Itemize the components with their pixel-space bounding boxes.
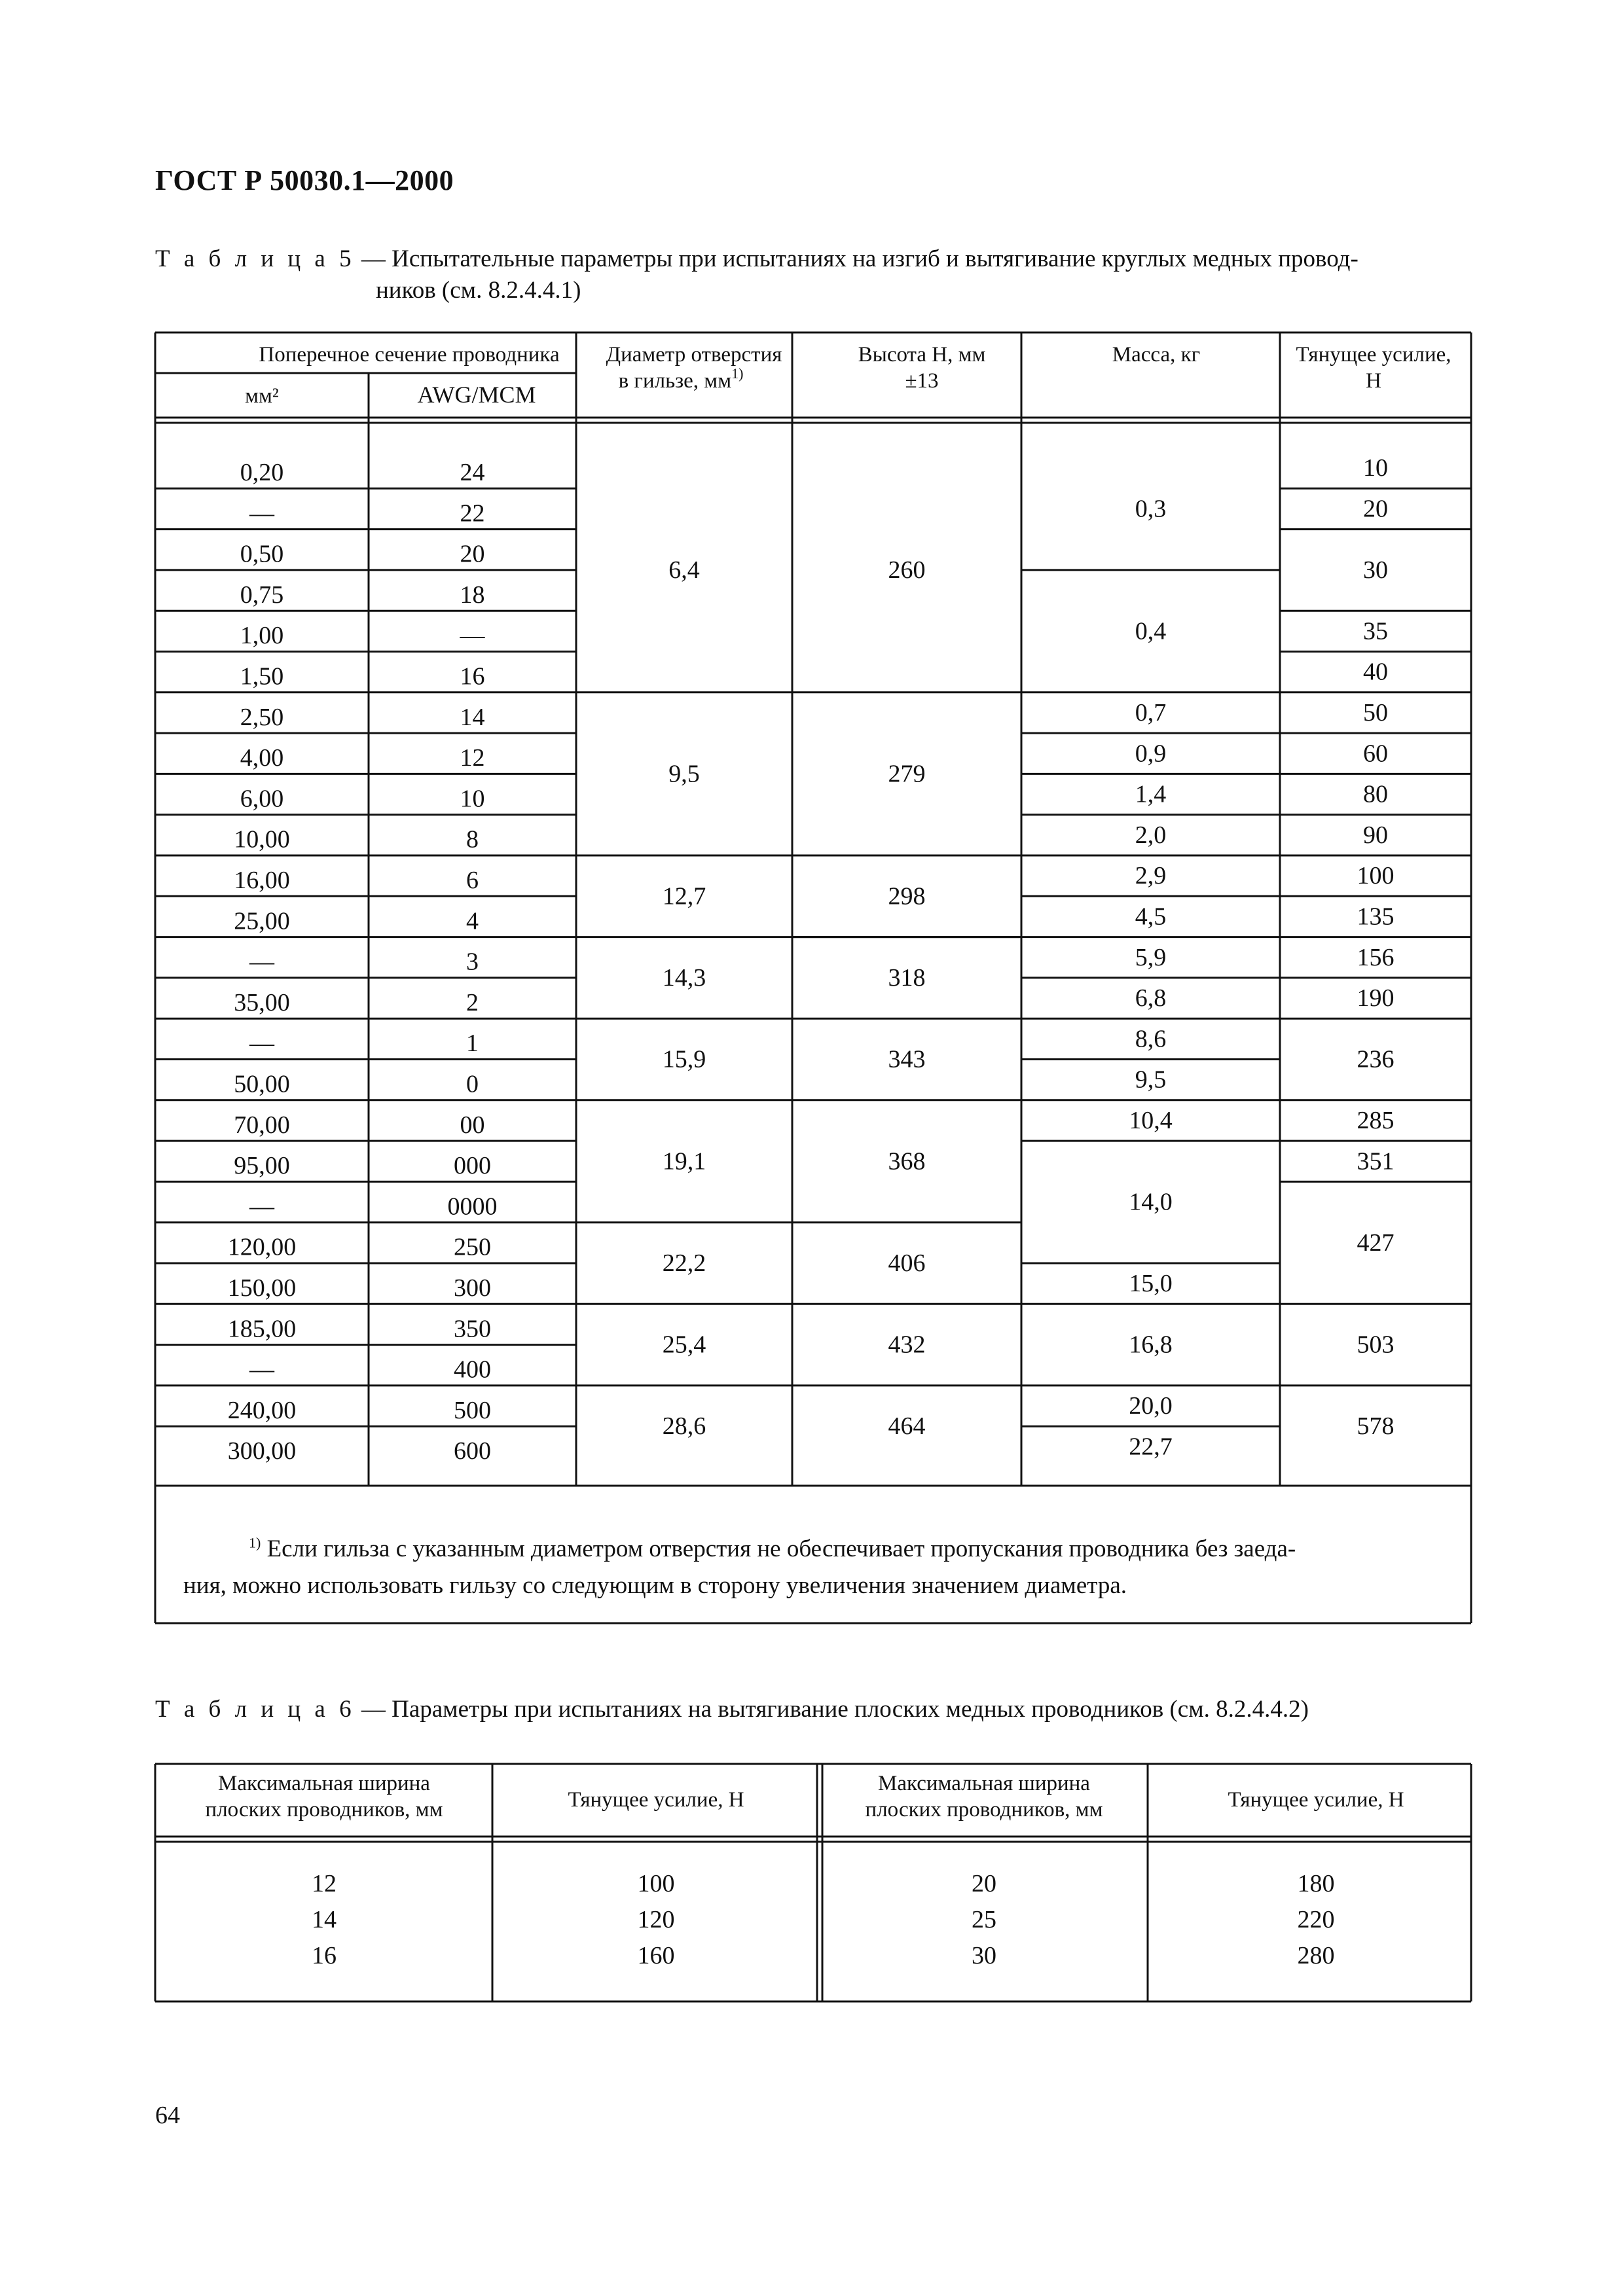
cell-height: 406 <box>888 1249 926 1277</box>
cell-pull: 60 <box>1363 740 1388 768</box>
cell-pull: 20 <box>1363 495 1388 523</box>
cell-mass: 15,0 <box>1129 1270 1173 1298</box>
table6-cell: 25 <box>972 1906 996 1933</box>
cell-mm2: 70,00 <box>234 1111 290 1139</box>
cell-pull: 190 <box>1357 984 1395 1013</box>
cell-awg: 3 <box>466 948 479 976</box>
cell-mm2: — <box>249 1030 274 1058</box>
cell-pull: 35 <box>1363 617 1388 645</box>
cell-diameter: 15,9 <box>662 1045 706 1073</box>
cell-awg: 2 <box>466 988 479 1016</box>
cell-mm2: 6,00 <box>240 785 284 813</box>
cell-pull: 40 <box>1363 658 1388 686</box>
cell-awg: 4 <box>466 907 479 935</box>
cell-mm2: 1,50 <box>240 662 284 691</box>
cell-awg: 0000 <box>447 1193 498 1221</box>
cell-diameter: 25,4 <box>662 1331 706 1359</box>
table6-cell: 120 <box>637 1906 675 1933</box>
cell-pull: 10 <box>1363 454 1388 482</box>
cell-pull: 427 <box>1357 1229 1395 1257</box>
table5-caption-line1: — Испытательные параметры при испытаниях на изгиб и вытягивание круглых медных провод- <box>355 245 1359 272</box>
cell-mass: 10,4 <box>1129 1106 1173 1134</box>
cell-mass: 16,8 <box>1129 1331 1173 1359</box>
header-diameter-line1: Диаметр отверстия <box>606 343 782 367</box>
cell-diameter: 6,4 <box>668 556 700 584</box>
cell-awg: 300 <box>454 1274 491 1302</box>
cell-awg: — <box>460 622 485 650</box>
cell-mass: 2,9 <box>1135 862 1167 890</box>
cell-height: 343 <box>888 1045 926 1073</box>
cell-mass: 9,5 <box>1135 1066 1167 1094</box>
cell-height: 318 <box>888 963 926 992</box>
cell-mm2: 300,00 <box>227 1437 297 1465</box>
cell-awg: 14 <box>460 703 485 731</box>
table6-cell: 20 <box>972 1870 996 1897</box>
cell-height: 298 <box>888 882 926 910</box>
cell-mass: 20,0 <box>1129 1392 1173 1420</box>
cell-awg: 10 <box>460 785 485 813</box>
header-awg: AWG/MCM <box>417 382 536 408</box>
cell-pull: 100 <box>1357 862 1395 890</box>
cell-pull: 285 <box>1357 1106 1395 1134</box>
header-width-1-line2: плоских проводников, мм <box>205 1798 443 1821</box>
header-diameter-text: в гильзе, мм <box>618 369 732 393</box>
cell-mass: 0,7 <box>1135 698 1167 726</box>
table6-cell: 100 <box>637 1870 675 1897</box>
cell-awg: 20 <box>460 540 485 568</box>
cell-awg: 22 <box>460 499 485 528</box>
cell-mass: 1,4 <box>1135 780 1167 808</box>
cell-pull: 90 <box>1363 821 1388 849</box>
cell-awg: 12 <box>460 744 485 772</box>
cell-pull: 503 <box>1357 1331 1395 1359</box>
table6-cell: 280 <box>1297 1942 1335 1969</box>
cell-awg: 000 <box>454 1152 491 1180</box>
cell-mm2: 240,00 <box>227 1396 297 1424</box>
cell-awg: 600 <box>454 1437 491 1465</box>
cell-diameter: 19,1 <box>662 1147 706 1175</box>
cell-mm2: — <box>249 499 274 528</box>
cell-awg: 8 <box>466 825 479 853</box>
table5-caption-line2: ников (см. 8.2.4.4.1) <box>376 277 581 304</box>
cell-mm2: 0,20 <box>240 459 284 486</box>
cell-mass: 2,0 <box>1135 821 1167 849</box>
cell-mm2: 10,00 <box>234 825 290 853</box>
cell-mm2: — <box>249 1355 274 1384</box>
cell-awg: 24 <box>460 459 485 486</box>
cell-mm2: 50,00 <box>234 1070 290 1098</box>
cell-awg: 0 <box>466 1070 479 1098</box>
table6-cell: 12 <box>312 1870 337 1897</box>
cell-pull: 80 <box>1363 780 1388 808</box>
cell-pull: 50 <box>1363 698 1388 726</box>
cell-mass: 6,8 <box>1135 984 1167 1013</box>
header-height-line2: ±13 <box>905 369 939 393</box>
header-pull-1: Тянущее усилие, Н <box>568 1788 744 1812</box>
table5-caption-label: Т а б л и ц а 5 <box>155 245 356 272</box>
cell-diameter: 12,7 <box>662 882 706 910</box>
header-mass: Масса, кг <box>1112 343 1201 367</box>
document-title: ГОСТ Р 50030.1—2000 <box>155 164 454 196</box>
header-height-line1: Высота H, мм <box>858 343 986 367</box>
cell-awg: 500 <box>454 1396 491 1424</box>
table6-cell: 14 <box>312 1906 337 1933</box>
cell-pull: 135 <box>1357 903 1395 931</box>
cell-awg: 400 <box>454 1355 491 1384</box>
cell-mm2: 2,50 <box>240 703 284 731</box>
cell-pull: 578 <box>1357 1412 1395 1441</box>
cell-pull: 156 <box>1357 943 1395 971</box>
cell-mm2: 25,00 <box>234 907 290 935</box>
header-width-2-line1: Максимальная ширина <box>878 1772 1090 1795</box>
cell-height: 260 <box>888 556 926 584</box>
cell-mm2: 35,00 <box>234 988 290 1016</box>
header-pull-line1: Тянущее усилие, <box>1296 343 1451 367</box>
cell-diameter: 28,6 <box>662 1412 706 1441</box>
cell-mass: 0,4 <box>1135 617 1167 645</box>
cell-awg: 1 <box>466 1030 479 1058</box>
cell-awg: 16 <box>460 662 485 691</box>
table6-cell: 160 <box>637 1942 675 1969</box>
cell-mm2: 185,00 <box>227 1315 297 1343</box>
cell-awg: 250 <box>454 1233 491 1261</box>
cell-mass: 5,9 <box>1135 943 1167 971</box>
cell-mass: 14,0 <box>1129 1188 1173 1216</box>
footnote-marker: 1) <box>249 1535 261 1551</box>
cell-mass: 8,6 <box>1135 1025 1167 1053</box>
header-cross-section: Поперечное сечение проводника <box>259 343 560 367</box>
table6-cell: 30 <box>972 1942 996 1969</box>
cell-height: 464 <box>888 1412 926 1441</box>
cell-mm2: 95,00 <box>234 1152 290 1180</box>
cell-mm2: 120,00 <box>227 1233 297 1261</box>
cell-pull: 30 <box>1363 556 1388 584</box>
cell-mass: 4,5 <box>1135 903 1167 931</box>
cell-height: 279 <box>888 760 926 788</box>
cell-pull: 236 <box>1357 1045 1395 1073</box>
cell-mm2: 150,00 <box>227 1274 297 1302</box>
cell-pull: 351 <box>1357 1147 1395 1175</box>
header-pull-2: Тянущее усилие, Н <box>1228 1788 1404 1812</box>
footnote-line2: ния, можно использовать гильзу со следующим в сторону увеличения значением диаметра. <box>183 1572 1127 1600</box>
cell-height: 368 <box>888 1147 926 1175</box>
header-width-2-line2: плоских проводников, мм <box>865 1798 1103 1821</box>
cell-mass: 0,9 <box>1135 740 1167 768</box>
cell-diameter: 9,5 <box>668 760 700 788</box>
table6-cell: 16 <box>312 1942 337 1969</box>
footnote-line1: Если гильза с указанным диаметром отверстия не обеспечивает пропускания проводника без заеда- <box>266 1535 1296 1563</box>
cell-mm2: 4,00 <box>240 744 284 772</box>
header-pull-line2: Н <box>1366 369 1381 393</box>
header-diameter-sup: 1) <box>731 365 744 382</box>
table6-caption-label: Т а б л и ц а 6 <box>155 1696 356 1723</box>
header-mm2: мм² <box>245 384 279 408</box>
table6-header <box>206 1772 1404 1821</box>
cell-mm2: — <box>249 948 274 976</box>
cell-height: 432 <box>888 1331 926 1359</box>
header-width-1-line1: Максимальная ширина <box>218 1772 430 1795</box>
cell-mass: 0,3 <box>1135 495 1167 523</box>
table6-caption-text: — Параметры при испытаниях на вытягивание плоских медных проводников (см. 8.2.4.4.2) <box>355 1696 1309 1723</box>
cell-awg: 00 <box>460 1111 485 1139</box>
cell-awg: 350 <box>454 1315 491 1343</box>
page-number: 64 <box>155 2102 180 2129</box>
cell-mass: 22,7 <box>1129 1433 1173 1461</box>
table6-cell: 180 <box>1297 1870 1335 1897</box>
cell-mm2: — <box>249 1193 274 1221</box>
cell-mm2: 0,50 <box>240 540 284 568</box>
cell-awg: 6 <box>466 867 479 894</box>
cell-diameter: 14,3 <box>662 963 706 992</box>
cell-awg: 18 <box>460 581 485 609</box>
cell-mm2: 0,75 <box>240 581 284 609</box>
table6-cell: 220 <box>1297 1906 1335 1933</box>
cell-mm2: 16,00 <box>234 867 290 894</box>
cell-mm2: 1,00 <box>240 622 284 650</box>
cell-diameter: 22,2 <box>662 1249 706 1277</box>
